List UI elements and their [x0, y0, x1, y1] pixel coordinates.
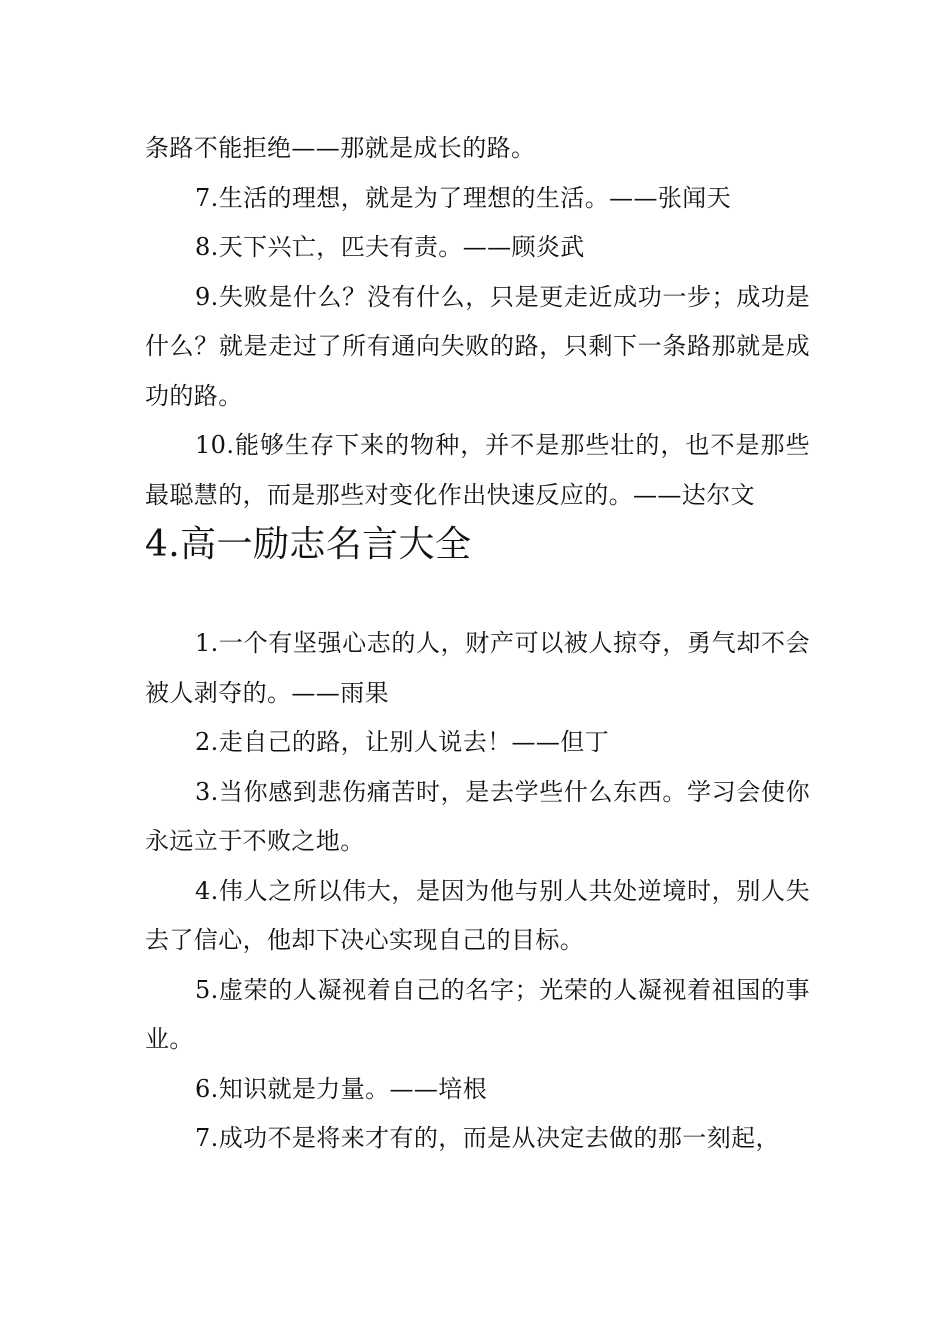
document-body: [145, 124, 810, 1164]
quote-item-4: 4.伟人之所以伟大，是因为他与别人共处逆境时，别人失去了信心，他却下决心实现自己的目标。: [145, 876, 810, 954]
quote-item-10: 10.能够生存下来的物种，并不是那些壮的，也不是那些最聪慧的，而是那些对变化作出快速反应的。——达尔文: [145, 431, 810, 509]
quote-item-3: 3.当你感到悲伤痛苦时，是去学些什么东西。学习会使你永远立于不败之地。: [145, 777, 810, 855]
quote-item-9: 9.失败是什么？没有什么，只是更走近成功一步；成功是什么？就是走过了所有通向失败的路，只剩下一条路那就是成功的路。: [145, 282, 810, 410]
section-heading: 4.高一励志名言大全: [145, 524, 472, 565]
quote-item-1: 1.一个有坚强心志的人，财产可以被人掠夺，勇气却不会被人剥夺的。——雨果: [145, 629, 810, 707]
quote-item-5: 5.虚荣的人凝视着自己的名字；光荣的人凝视着祖国的事业。: [145, 975, 810, 1053]
quote-item-7b: 7.成功不是将来才有的，而是从决定去做的那一刻起，: [195, 1124, 780, 1152]
quote-item-6: 6.知识就是力量。——培根: [195, 1074, 488, 1103]
quote-item-7: 7.生活的理想，就是为了理想的生活。——张闻天: [195, 183, 732, 212]
section-spacer: [145, 570, 810, 620]
quote-item-8: 8.天下兴亡，匹夫有责。——顾炎武: [195, 233, 585, 261]
quote-item-2: 2.走自己的路，让别人说去！——但丁: [195, 728, 610, 756]
paragraph-continuation: 条路不能拒绝——那就是成长的路。: [145, 134, 536, 162]
